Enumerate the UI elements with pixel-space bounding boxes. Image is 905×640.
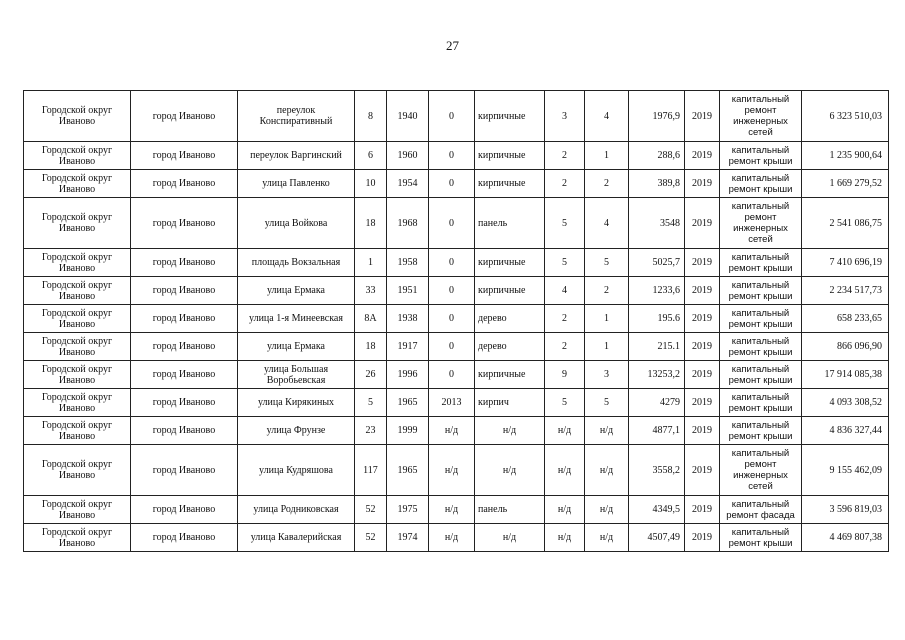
cost-cell: 4 093 308,52 [802,389,889,417]
municipality-cell: Городской округ Иваново [24,198,131,249]
area-cell: 1976,9 [629,91,685,142]
work-type-cell: капитальный ремонт крыши [720,524,802,552]
street-cell: улица Родниковская [238,496,355,524]
area-cell: 4877,1 [629,417,685,445]
city-cell: город Иваново [131,524,238,552]
work-type-cell: капитальный ремонт фасада [720,496,802,524]
cost-cell: 17 914 085,38 [802,361,889,389]
floors-cell: 2 [545,170,585,198]
cost-cell: 4 469 807,38 [802,524,889,552]
municipality-cell: Городской округ Иваново [24,249,131,277]
year-renovated-cell: 0 [429,249,475,277]
street-cell: улица 1-я Минеевская [238,305,355,333]
table-row [24,91,889,142]
wall-material-cell: кирпичные [475,170,545,198]
house-number-cell: 10 [355,170,387,198]
wall-material-cell: панель [475,198,545,249]
city-cell: город Иваново [131,445,238,496]
housing-repair-table [23,90,889,552]
cost-cell: 866 096,90 [802,333,889,361]
floors-cell: н/д [545,496,585,524]
table-row [24,249,889,277]
year-built-cell: 1996 [387,361,429,389]
house-number-cell: 23 [355,417,387,445]
house-number-cell: 5 [355,389,387,417]
year-built-cell: 1965 [387,445,429,496]
area-cell: 3548 [629,198,685,249]
entrances-cell: 4 [585,91,629,142]
street-cell: улица Ермака [238,333,355,361]
year-built-cell: 1974 [387,524,429,552]
table-row [24,198,889,249]
city-cell: город Иваново [131,142,238,170]
area-cell: 4279 [629,389,685,417]
house-number-cell: 117 [355,445,387,496]
street-cell: улица Фрунзе [238,417,355,445]
street-cell: улица Ермака [238,277,355,305]
area-cell: 13253,2 [629,361,685,389]
table-row [24,142,889,170]
street-cell: улица Кудряшова [238,445,355,496]
street-cell: улица Войкова [238,198,355,249]
municipality-cell: Городской округ Иваново [24,445,131,496]
wall-material-cell: кирпич [475,389,545,417]
year-built-cell: 1917 [387,333,429,361]
municipality-cell: Городской округ Иваново [24,305,131,333]
year-renovated-cell: 0 [429,142,475,170]
floors-cell: 9 [545,361,585,389]
city-cell: город Иваново [131,417,238,445]
house-number-cell: 8 [355,91,387,142]
floors-cell: н/д [545,417,585,445]
area-cell: 288,6 [629,142,685,170]
work-type-cell: капитальный ремонт инженерных сетей [720,91,802,142]
street-cell: улица Кавалерийская [238,524,355,552]
area-cell: 4507,49 [629,524,685,552]
area-cell: 4349,5 [629,496,685,524]
plan-year-cell: 2019 [685,361,720,389]
plan-year-cell: 2019 [685,198,720,249]
plan-year-cell: 2019 [685,277,720,305]
work-type-cell: капитальный ремонт крыши [720,277,802,305]
table-row [24,333,889,361]
entrances-cell: 1 [585,333,629,361]
year-built-cell: 1965 [387,389,429,417]
year-built-cell: 1960 [387,142,429,170]
work-type-cell: капитальный ремонт инженерных сетей [720,445,802,496]
wall-material-cell: н/д [475,417,545,445]
entrances-cell: н/д [585,445,629,496]
street-cell: улица Большая Воробьевская [238,361,355,389]
wall-material-cell: дерево [475,305,545,333]
plan-year-cell: 2019 [685,170,720,198]
wall-material-cell: н/д [475,524,545,552]
table-body [24,91,889,552]
city-cell: город Иваново [131,277,238,305]
cost-cell: 658 233,65 [802,305,889,333]
plan-year-cell: 2019 [685,249,720,277]
city-cell: город Иваново [131,389,238,417]
wall-material-cell: дерево [475,333,545,361]
municipality-cell: Городской округ Иваново [24,417,131,445]
wall-material-cell: панель [475,496,545,524]
city-cell: город Иваново [131,496,238,524]
house-number-cell: 26 [355,361,387,389]
area-cell: 389,8 [629,170,685,198]
house-number-cell: 8А [355,305,387,333]
year-built-cell: 1938 [387,305,429,333]
city-cell: город Иваново [131,333,238,361]
municipality-cell: Городской округ Иваново [24,142,131,170]
entrances-cell: н/д [585,524,629,552]
floors-cell: 4 [545,277,585,305]
plan-year-cell: 2019 [685,333,720,361]
work-type-cell: капитальный ремонт крыши [720,417,802,445]
table-row [24,361,889,389]
entrances-cell: 1 [585,142,629,170]
cost-cell: 3 596 819,03 [802,496,889,524]
work-type-cell: капитальный ремонт крыши [720,333,802,361]
house-number-cell: 33 [355,277,387,305]
table-row [24,305,889,333]
work-type-cell: капитальный ремонт крыши [720,142,802,170]
cost-cell: 7 410 696,19 [802,249,889,277]
wall-material-cell: кирпичные [475,277,545,305]
area-cell: 1233,6 [629,277,685,305]
table-row [24,389,889,417]
house-number-cell: 1 [355,249,387,277]
wall-material-cell: кирпичные [475,249,545,277]
municipality-cell: Городской округ Иваново [24,389,131,417]
entrances-cell: н/д [585,496,629,524]
work-type-cell: капитальный ремонт крыши [720,389,802,417]
wall-material-cell: кирпичные [475,361,545,389]
year-built-cell: 1951 [387,277,429,305]
entrances-cell: 4 [585,198,629,249]
work-type-cell: капитальный ремонт инженерных сетей [720,198,802,249]
year-built-cell: 1958 [387,249,429,277]
table-row [24,417,889,445]
floors-cell: 5 [545,249,585,277]
year-renovated-cell: 0 [429,91,475,142]
entrances-cell: 3 [585,361,629,389]
year-renovated-cell: н/д [429,524,475,552]
entrances-cell: 5 [585,389,629,417]
year-renovated-cell: 0 [429,198,475,249]
entrances-cell: н/д [585,417,629,445]
cost-cell: 1 235 900,64 [802,142,889,170]
city-cell: город Иваново [131,305,238,333]
page-number: 27 [446,38,459,53]
year-built-cell: 1940 [387,91,429,142]
house-number-cell: 52 [355,496,387,524]
plan-year-cell: 2019 [685,305,720,333]
plan-year-cell: 2019 [685,445,720,496]
municipality-cell: Городской округ Иваново [24,91,131,142]
table-row [24,445,889,496]
plan-year-cell: 2019 [685,91,720,142]
plan-year-cell: 2019 [685,142,720,170]
house-number-cell: 18 [355,198,387,249]
floors-cell: н/д [545,524,585,552]
cost-cell: 1 669 279,52 [802,170,889,198]
area-cell: 215.1 [629,333,685,361]
municipality-cell: Городской округ Иваново [24,524,131,552]
entrances-cell: 2 [585,170,629,198]
city-cell: город Иваново [131,249,238,277]
street-cell: улица Павленко [238,170,355,198]
floors-cell: 5 [545,198,585,249]
floors-cell: 3 [545,91,585,142]
street-cell: переулок Варгинский [238,142,355,170]
cost-cell: 4 836 327,44 [802,417,889,445]
work-type-cell: капитальный ремонт крыши [720,249,802,277]
area-cell: 3558,2 [629,445,685,496]
entrances-cell: 2 [585,277,629,305]
city-cell: город Иваново [131,170,238,198]
street-cell: переулок Конспиративный [238,91,355,142]
municipality-cell: Городской округ Иваново [24,277,131,305]
area-cell: 5025,7 [629,249,685,277]
floors-cell: 5 [545,389,585,417]
cost-cell: 2 541 086,75 [802,198,889,249]
area-cell: 195.6 [629,305,685,333]
floors-cell: 2 [545,333,585,361]
entrances-cell: 5 [585,249,629,277]
cost-cell: 2 234 517,73 [802,277,889,305]
wall-material-cell: кирпичные [475,91,545,142]
municipality-cell: Городской округ Иваново [24,170,131,198]
year-renovated-cell: 0 [429,361,475,389]
year-built-cell: 1999 [387,417,429,445]
year-built-cell: 1954 [387,170,429,198]
cost-cell: 9 155 462,09 [802,445,889,496]
wall-material-cell: кирпичные [475,142,545,170]
work-type-cell: капитальный ремонт крыши [720,361,802,389]
municipality-cell: Городской округ Иваново [24,361,131,389]
city-cell: город Иваново [131,91,238,142]
year-renovated-cell: н/д [429,417,475,445]
work-type-cell: капитальный ремонт крыши [720,305,802,333]
table-row [24,170,889,198]
year-renovated-cell: 0 [429,170,475,198]
house-number-cell: 18 [355,333,387,361]
table-row [24,496,889,524]
cost-cell: 6 323 510,03 [802,91,889,142]
table-row [24,524,889,552]
house-number-cell: 52 [355,524,387,552]
year-built-cell: 1968 [387,198,429,249]
plan-year-cell: 2019 [685,417,720,445]
year-renovated-cell: 2013 [429,389,475,417]
wall-material-cell: н/д [475,445,545,496]
entrances-cell: 1 [585,305,629,333]
year-renovated-cell: 0 [429,333,475,361]
floors-cell: н/д [545,445,585,496]
year-renovated-cell: н/д [429,445,475,496]
year-renovated-cell: 0 [429,305,475,333]
floors-cell: 2 [545,142,585,170]
year-built-cell: 1975 [387,496,429,524]
city-cell: город Иваново [131,361,238,389]
street-cell: улица Кирякиных [238,389,355,417]
year-renovated-cell: 0 [429,277,475,305]
work-type-cell: капитальный ремонт крыши [720,170,802,198]
plan-year-cell: 2019 [685,524,720,552]
house-number-cell: 6 [355,142,387,170]
plan-year-cell: 2019 [685,496,720,524]
plan-year-cell: 2019 [685,389,720,417]
year-renovated-cell: н/д [429,496,475,524]
street-cell: площадь Вокзальная [238,249,355,277]
municipality-cell: Городской округ Иваново [24,496,131,524]
table-row [24,277,889,305]
floors-cell: 2 [545,305,585,333]
municipality-cell: Городской округ Иваново [24,333,131,361]
city-cell: город Иваново [131,198,238,249]
